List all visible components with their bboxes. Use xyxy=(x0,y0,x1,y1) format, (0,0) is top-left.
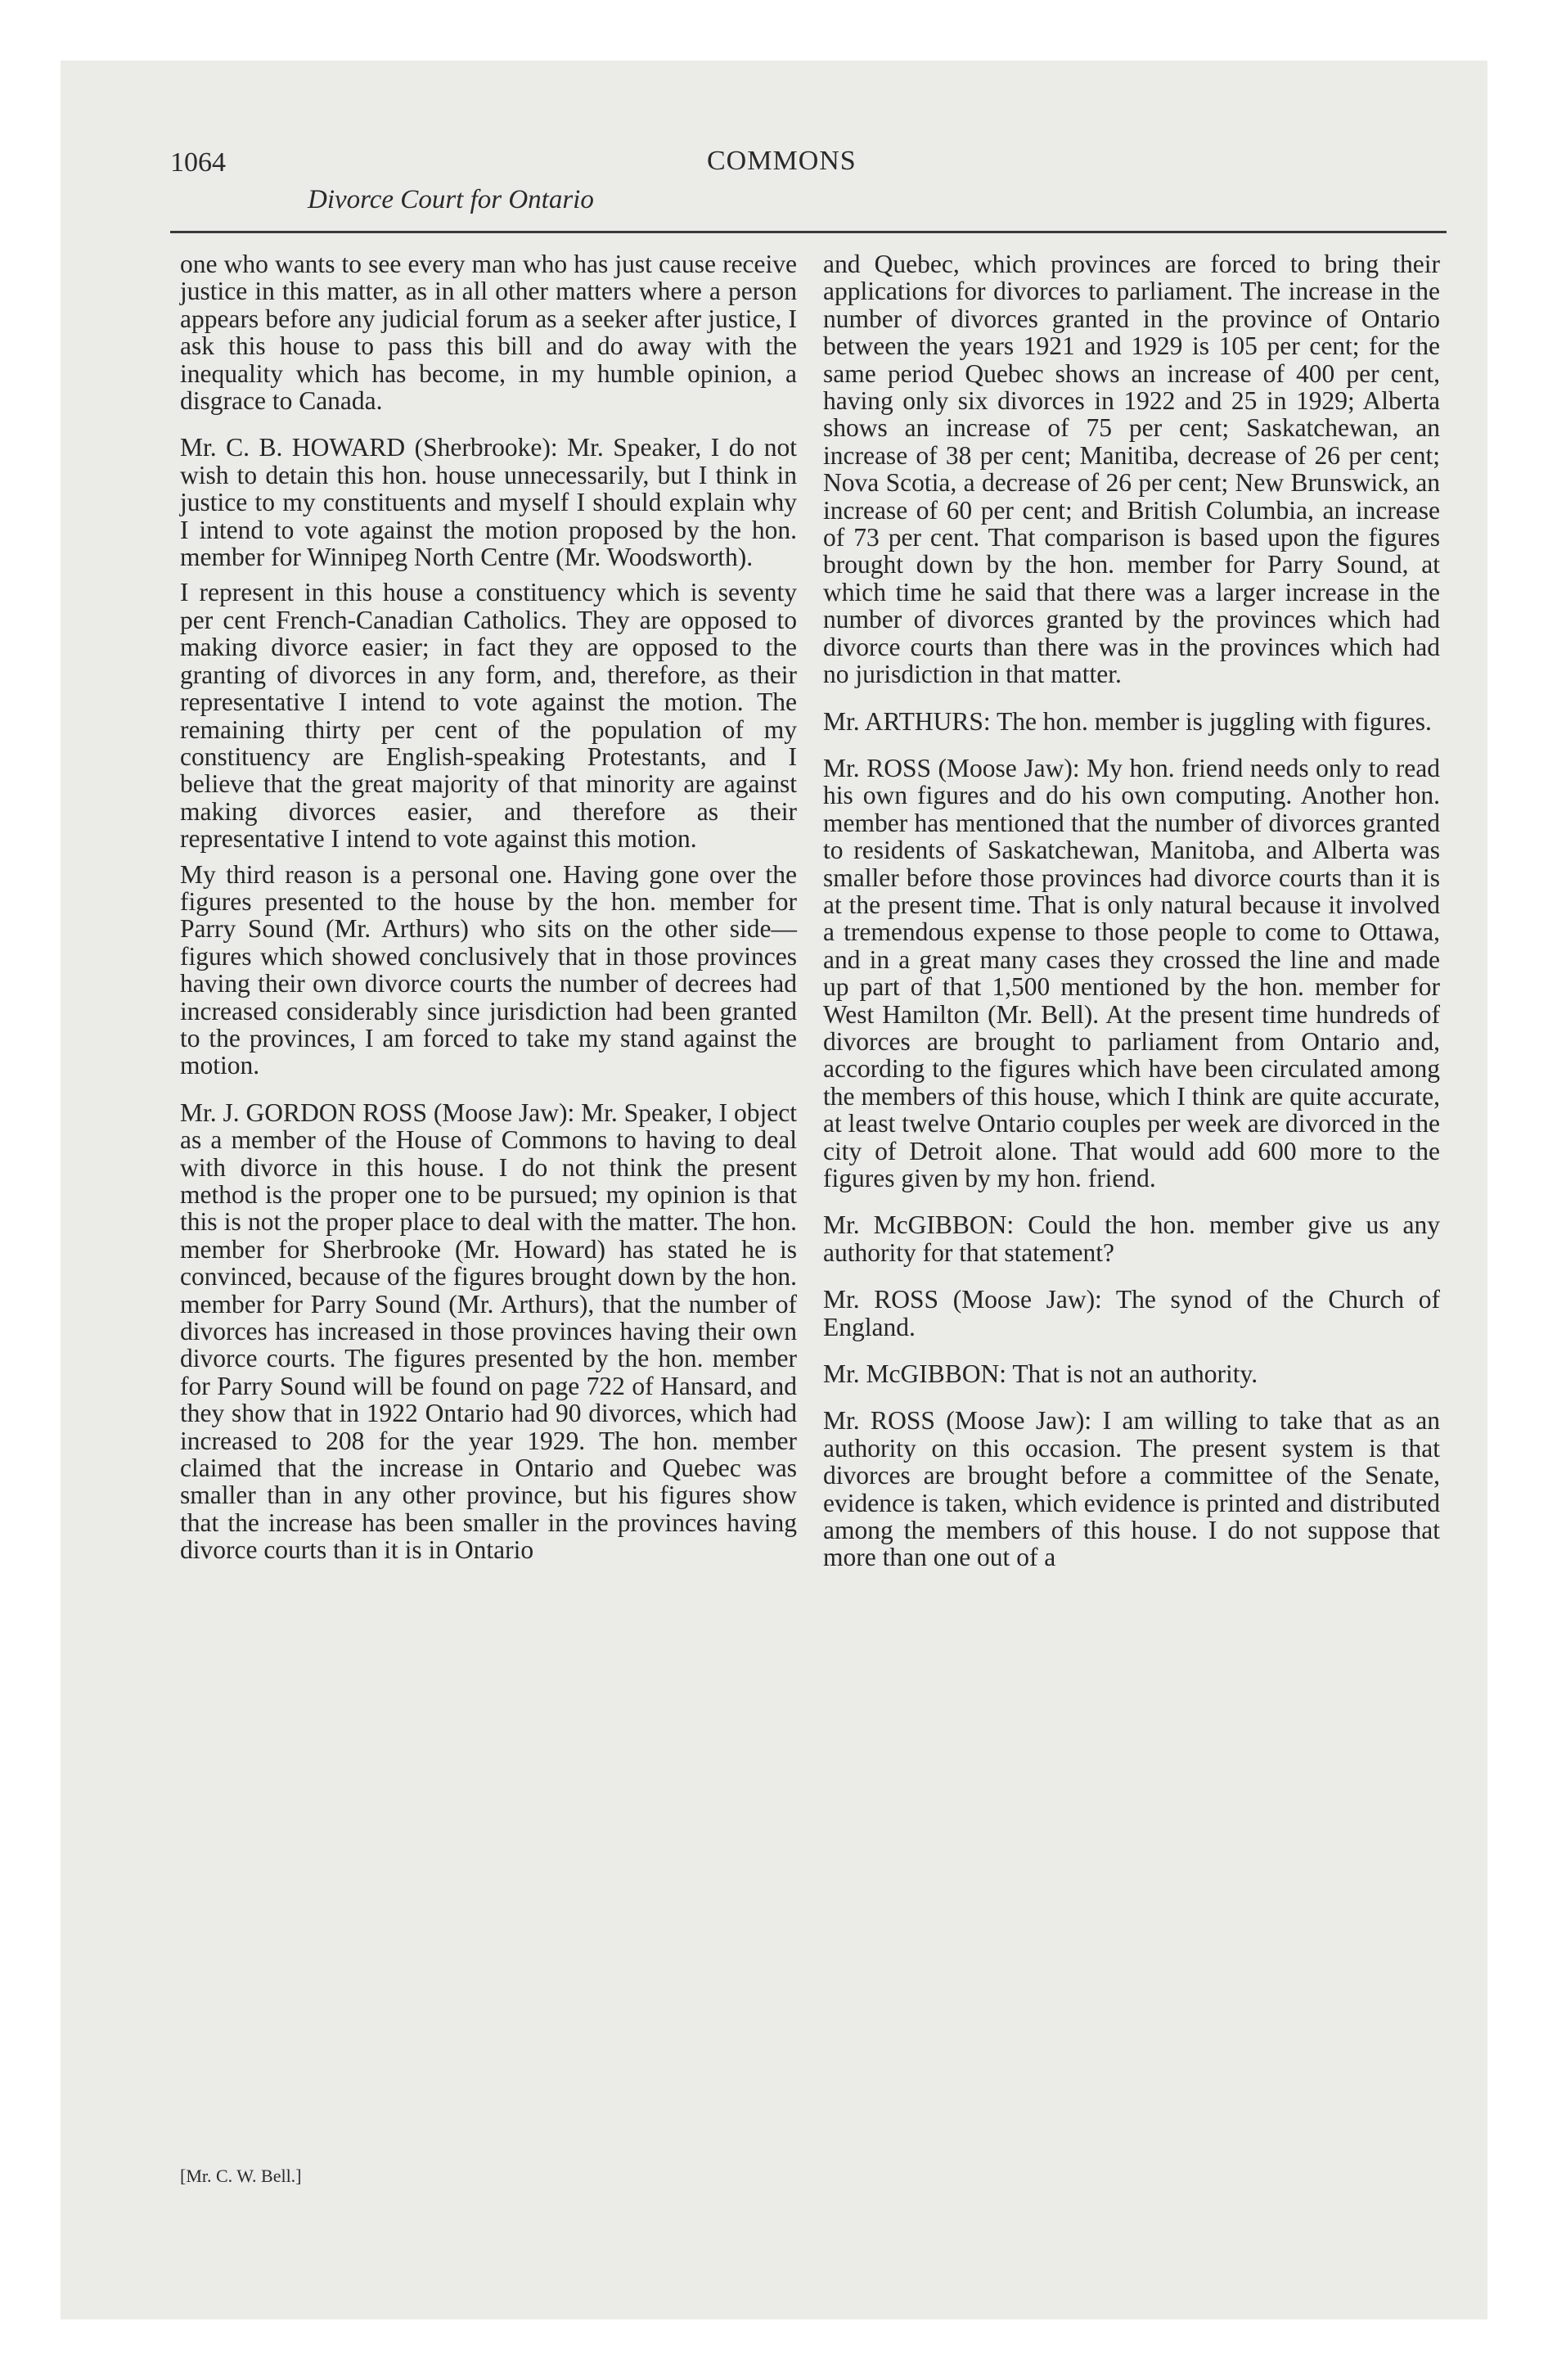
paragraph: Mr. J. GORDON ROSS (Moose Jaw): Mr. Speaker, I object as a member of the House of Commons to having to deal with divorce in this house. I do not think the present method is the proper one to be pursued; my opinion is that this is not the proper place to deal with the matter. The hon. member for Sherbrooke (Mr. Howard) has stated he is convinced, because of the figures brought down by the hon. member for Parry Sound (Mr. Arthurs), that the number of divorces has increased in those provinces having their own divorce courts. The figures presented by the hon. member for Parry Sound will be found on page 722 of Hansard, and they show that in 1922 Ontario had 90 divorces, which had increased to 208 for the year 1929. The hon. member claimed that the increase in Ontario and Quebec was smaller than in any other province, but his figures show that the increase has been smaller in the provinces having divorce courts than it is in Ontario xyxy=(180,1098,797,1565)
paragraph: Mr. ARTHURS: The hon. member is juggling with figures. xyxy=(823,706,1432,736)
paragraph: My third reason is a personal one. Having gone over the figures presented to the house by the hon. member for Parry Sound (Mr. Arthurs) who sits on the other side—figures which showed conclusively that in those provinces having their own divorce courts the number of decrees had increased considerably since jurisdiction had been granted to the provinces, I am forced to take my stand against the motion. xyxy=(180,859,797,1080)
right-column xyxy=(823,250,1440,1580)
paragraph: Mr. McGIBBON: Could the hon. member give us any authority for that statement? xyxy=(823,1210,1440,1267)
speaker-footnote: [Mr. C. W. Bell.] xyxy=(180,2166,302,2186)
paragraph: Mr. ROSS (Moose Jaw): I am willing to take that as an authority on this occasion. The present system is that divorces are brought before a committee of the Senate, evidence is taken, which evidence is printed and distributed among the members of this house. I do not suppose that more than one out of a xyxy=(823,1406,1440,1572)
page-number: 1064 xyxy=(170,147,226,178)
section-title: COMMONS xyxy=(707,146,857,176)
page-header xyxy=(170,147,1447,232)
paragraph: Mr. ROSS (Moose Jaw): The synod of the Church of England. xyxy=(823,1285,1440,1341)
paragraph: Mr. ROSS (Moose Jaw): My hon. friend needs only to read his own figures and do his own computing. Another hon. member has mentioned that the number of divorces granted to residents of Saskatchewan, Manitoba, and Alberta was smaller before those provinces had divorce courts than it is at the present time. That is only natural because it involved a tremendous expense to those people to come to Ottawa, and in a great many cases they crossed the line and made up part of that 1,500 mentioned by the hon. member for West Hamilton (Mr. Bell). At the present time hundreds of divorces are brought to parliament from Ontario and, according to the figures which have been circulated among the members of this house, which I think are quite accurate, at least twelve Ontario couples per week are divorced in the city of Detroit alone. That would add 600 more to the figures given by my hon. friend. xyxy=(823,753,1440,1192)
paragraph: and Quebec, which provinces are forced to bring their applications for divorces to parliament. The increase in the number of divorces granted in the province of Ontario between the years 1921 and 1929 is 105 per cent; for the same period Quebec shows an increase of 400 per cent, having only six divorces in 1922 and 25 in 1929; Alberta shows an increase of 75 per cent; Saskatchewan, an increase of 38 per cent; Manitiba, decrease of 26 per cent; Nova Scotia, a decrease of 26 per cent; New Brunswick, an increase of 60 per cent; and British Columbia, an increase of 73 per cent. That comparison is based upon the figures brought down by the hon. member for Parry Sound, at which time he said that there was a larger increase in the number of divorces granted by the provinces which had divorce courts than there was in the provinces which had no jurisdiction in that matter. xyxy=(823,250,1440,689)
left-column xyxy=(180,250,797,1572)
paragraph: Mr. McGIBBON: That is not an authority. xyxy=(823,1359,1258,1389)
paragraph: one who wants to see every man who has just cause receive justice in this matter, as in all other matters where a person appears before any judicial forum as a seeker after justice, I ask this house to pass this bill and do away with the inequality which has become, in my humble opinion, a disgrace to Canada. xyxy=(180,250,797,416)
paragraph: Mr. C. B. HOWARD (Sherbrooke): Mr. Speaker, I do not wish to detain this hon. house unnecessarily, but I think in justice to my constituents and myself I should explain why I intend to vote against the motion proposed by the hon. member for Winnipeg North Centre (Mr. Woodsworth). xyxy=(180,433,797,572)
running-title: Divorce Court for Ontario xyxy=(308,185,594,214)
header-rule xyxy=(170,231,1447,233)
paragraph: I represent in this house a constituency which is seventy per cent French-Canadian Catholics. They are opposed to making divorce easier; in fact they are opposed to the granting of divorces in any form, and, therefore, as their representative I intend to vote against the motion. The remaining thirty per cent of the population of my constituency are English-speaking Protestants, and I believe that the great majority of that minority are against making divorces easier, and therefore as their representative I intend to vote against this motion. xyxy=(180,578,797,854)
